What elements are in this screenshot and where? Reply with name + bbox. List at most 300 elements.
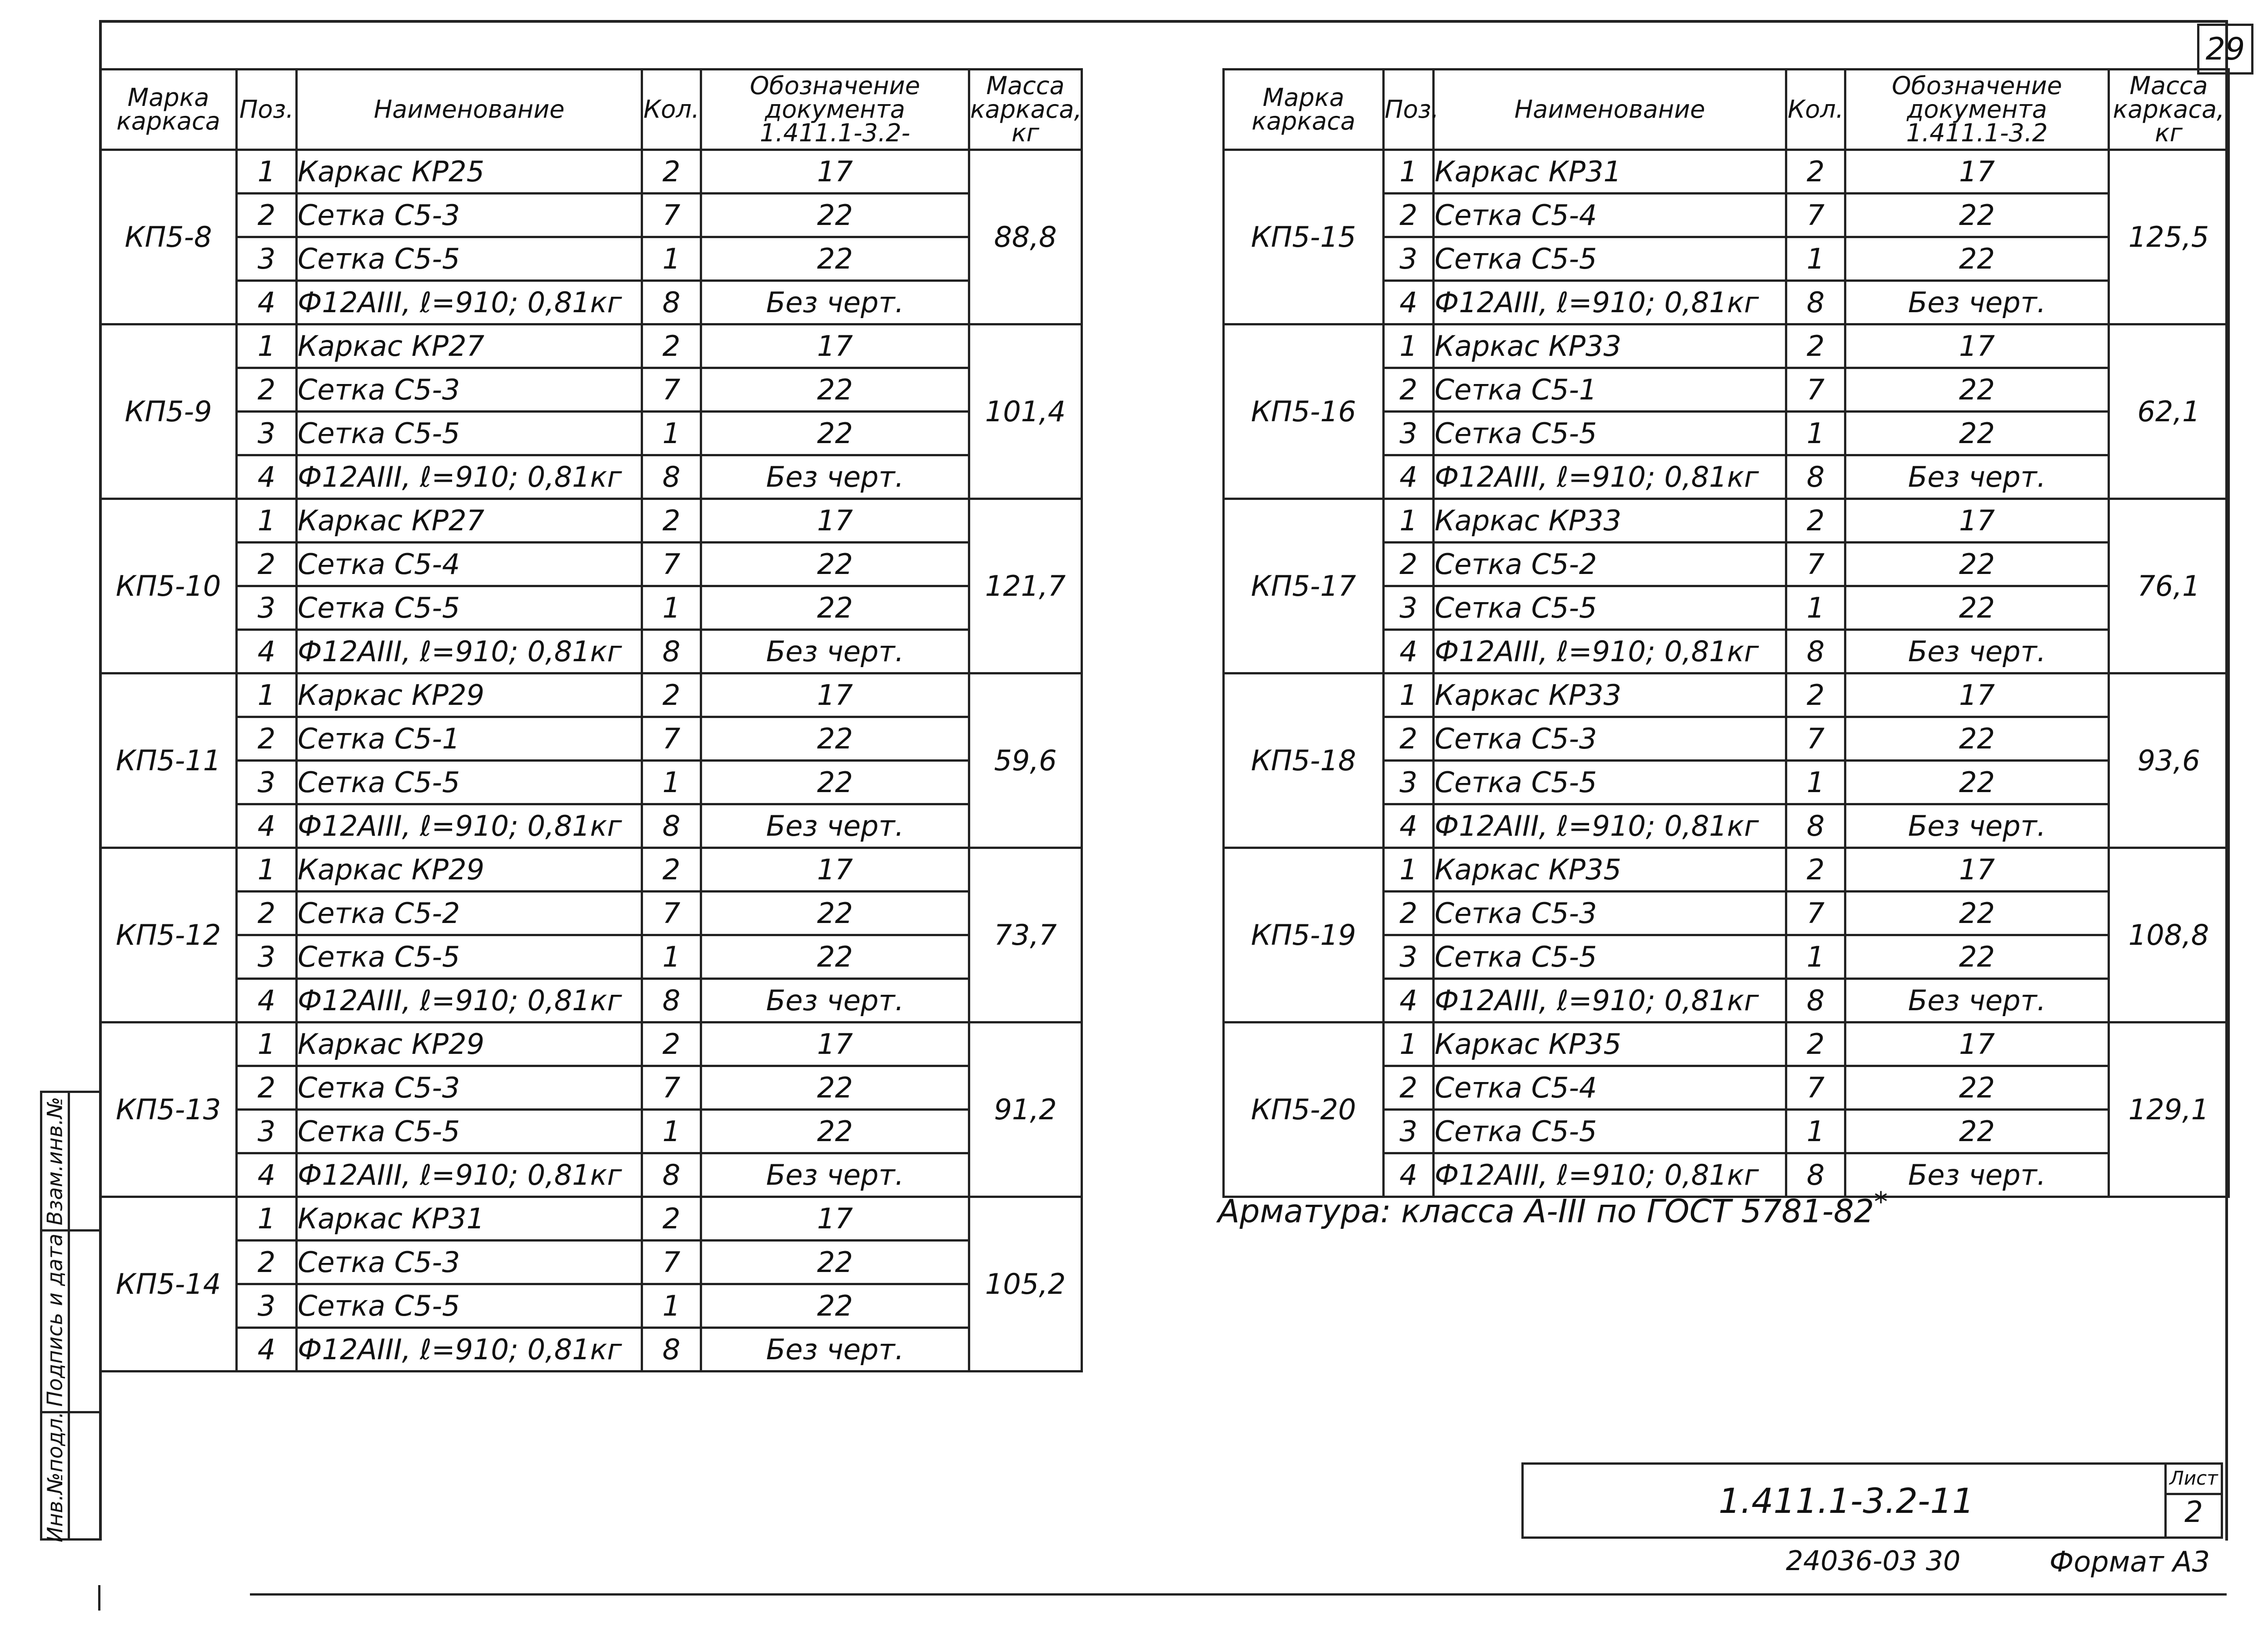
table-row (1224, 150, 2229, 194)
name-cell: Ф12АIII, ℓ=910; 0,81кг (297, 979, 642, 1022)
quantity-cell: 7 (1786, 717, 1845, 761)
name-cell: Ф12АIII, ℓ=910; 0,81кг (297, 804, 642, 848)
quantity-cell: 8 (1786, 455, 1845, 499)
name-cell: Сетка С5-3 (297, 1066, 642, 1110)
name-cell: Сетка С5-5 (297, 237, 642, 281)
position-cell: 2 (1384, 543, 1434, 586)
position-cell: 2 (1384, 368, 1434, 412)
frame-mass: 101,4 (969, 324, 1082, 499)
frame-mark: КП5-19 (1224, 848, 1384, 1022)
quantity-cell: 2 (642, 499, 701, 543)
spec-table-left-body (100, 150, 1082, 1372)
name-cell: Ф12АIII, ℓ=910; 0,81кг (1434, 979, 1786, 1022)
table-row (100, 1284, 1082, 1328)
quantity-cell: 7 (642, 717, 701, 761)
name-cell: Сетка С5-5 (297, 586, 642, 630)
position-cell: 3 (237, 1284, 297, 1328)
position-cell: 4 (237, 1328, 297, 1372)
name-cell: Сетка С5-5 (297, 761, 642, 804)
quantity-cell: 8 (1786, 804, 1845, 848)
frame-mass: 76,1 (2109, 499, 2229, 673)
table-row (100, 194, 1082, 237)
document-cell: 22 (1845, 237, 2109, 281)
quantity-cell: 1 (1786, 586, 1845, 630)
table-header-row (1224, 70, 2229, 150)
name-cell: Ф12АIII, ℓ=910; 0,81кг (297, 630, 642, 673)
document-cell: 17 (1845, 499, 2109, 543)
quantity-cell: 7 (1786, 543, 1845, 586)
document-cell: 22 (701, 935, 969, 979)
document-cell: Без черт. (701, 1153, 969, 1197)
position-cell: 1 (237, 1022, 297, 1066)
document-cell: 17 (701, 673, 969, 717)
position-cell: 3 (1384, 412, 1434, 455)
quantity-cell: 2 (642, 1022, 701, 1066)
name-cell: Ф12АIII, ℓ=910; 0,81кг (297, 281, 642, 324)
quantity-cell: 1 (1786, 935, 1845, 979)
quantity-cell: 8 (1786, 1153, 1845, 1197)
header-qty: Кол. (642, 70, 701, 150)
table-header-row (100, 70, 1082, 150)
name-cell: Сетка С5-5 (1434, 935, 1786, 979)
document-cell: 22 (701, 237, 969, 281)
position-cell: 3 (1384, 761, 1434, 804)
quantity-cell: 2 (1786, 150, 1845, 194)
name-cell: Сетка С5-5 (1434, 412, 1786, 455)
position-cell: 2 (237, 1066, 297, 1110)
header-pos: Поз. (237, 70, 297, 150)
position-cell: 4 (237, 804, 297, 848)
quantity-cell: 7 (1786, 1066, 1845, 1110)
name-cell: Сетка С5-4 (297, 543, 642, 586)
position-cell: 2 (237, 892, 297, 935)
position-cell: 4 (1384, 979, 1434, 1022)
name-cell: Ф12АIII, ℓ=910; 0,81кг (297, 1153, 642, 1197)
position-cell: 4 (237, 630, 297, 673)
document-cell: 17 (701, 499, 969, 543)
name-cell: Каркас КР35 (1434, 848, 1786, 892)
table-row (100, 1328, 1082, 1372)
sheet-number: 29 (2197, 24, 2253, 75)
quantity-cell: 8 (642, 1153, 701, 1197)
position-cell: 4 (1384, 1153, 1434, 1197)
name-cell: Сетка С5-3 (297, 194, 642, 237)
name-cell: Сетка С5-4 (1434, 194, 1786, 237)
quantity-cell: 7 (642, 1241, 701, 1284)
position-cell: 4 (237, 455, 297, 499)
quantity-cell: 1 (642, 1284, 701, 1328)
frame-mass: 91,2 (969, 1022, 1082, 1197)
table-row (100, 1022, 1082, 1066)
header-mass: Масса каркаса, кг (969, 70, 1082, 150)
document-cell: Без черт. (701, 281, 969, 324)
name-cell: Каркас КР33 (1434, 499, 1786, 543)
name-cell: Сетка С5-5 (1434, 237, 1786, 281)
table-row (1224, 499, 2229, 543)
name-cell: Сетка С5-5 (297, 412, 642, 455)
table-row (100, 979, 1082, 1022)
name-cell: Каркас КР27 (297, 499, 642, 543)
document-cell: 22 (701, 194, 969, 237)
document-cell: Без черт. (1845, 979, 2109, 1022)
frame-mass: 59,6 (969, 673, 1082, 848)
document-cell: 22 (1845, 1066, 2109, 1110)
table-row (1224, 673, 2229, 717)
position-cell: 1 (237, 150, 297, 194)
name-cell: Сетка С5-3 (297, 368, 642, 412)
quantity-cell: 7 (1786, 368, 1845, 412)
quantity-cell: 7 (1786, 892, 1845, 935)
frame-mark: КП5-12 (100, 848, 237, 1022)
header-mass: Масса каркаса, кг (2109, 70, 2229, 150)
spec-table-left (99, 68, 1083, 1372)
document-cell: 22 (1845, 586, 2109, 630)
position-cell: 4 (237, 281, 297, 324)
document-cell: 22 (701, 1066, 969, 1110)
name-cell: Сетка С5-4 (1434, 1066, 1786, 1110)
position-cell: 2 (1384, 892, 1434, 935)
document-cell: 17 (1845, 673, 2109, 717)
document-cell: Без черт. (1845, 455, 2109, 499)
document-cell: 17 (701, 150, 969, 194)
quantity-cell: 1 (642, 586, 701, 630)
table-row (100, 543, 1082, 586)
quantity-cell: 7 (642, 368, 701, 412)
quantity-cell: 8 (1786, 630, 1845, 673)
name-cell: Каркас КР29 (297, 1022, 642, 1066)
position-cell: 1 (1384, 499, 1434, 543)
quantity-cell: 2 (642, 1197, 701, 1241)
table-row (100, 935, 1082, 979)
table-row (1224, 324, 2229, 368)
document-cell: Без черт. (701, 630, 969, 673)
name-cell: Ф12АIII, ℓ=910; 0,81кг (1434, 1153, 1786, 1197)
document-cell: 17 (1845, 848, 2109, 892)
quantity-cell: 1 (1786, 1110, 1845, 1153)
document-cell: Без черт. (1845, 1153, 2109, 1197)
document-cell: 22 (1845, 761, 2109, 804)
quantity-cell: 1 (1786, 412, 1845, 455)
table-row (1224, 1022, 2229, 1066)
quantity-cell: 7 (642, 1066, 701, 1110)
quantity-cell: 7 (642, 543, 701, 586)
name-cell: Сетка С5-1 (297, 717, 642, 761)
table-row (100, 1153, 1082, 1197)
position-cell: 3 (1384, 1110, 1434, 1153)
quantity-cell: 7 (642, 194, 701, 237)
position-cell: 3 (237, 935, 297, 979)
name-cell: Ф12АIII, ℓ=910; 0,81кг (297, 1328, 642, 1372)
document-cell: Без черт. (701, 804, 969, 848)
name-cell: Сетка С5-5 (1434, 586, 1786, 630)
name-cell: Каркас КР31 (1434, 150, 1786, 194)
spec-table-right-body (1224, 150, 2229, 1197)
position-cell: 4 (1384, 630, 1434, 673)
name-cell: Каркас КР29 (297, 673, 642, 717)
quantity-cell: 8 (642, 630, 701, 673)
document-cell: 22 (1845, 892, 2109, 935)
quantity-cell: 2 (1786, 324, 1845, 368)
position-cell: 2 (237, 543, 297, 586)
reinforcement-note: Арматура: класса А-III по ГОСТ 5781-82* (1218, 1186, 1888, 1230)
inventory-number-label: Инв.№подл. (43, 1411, 68, 1543)
header-doc: Обозначение документа 1.411.1-3.2- (701, 70, 969, 150)
document-cell: 22 (701, 761, 969, 804)
name-cell: Ф12АIII, ℓ=910; 0,81кг (1434, 455, 1786, 499)
name-cell: Ф12АIII, ℓ=910; 0,81кг (1434, 281, 1786, 324)
name-cell: Сетка С5-3 (1434, 717, 1786, 761)
name-cell: Каркас КР35 (1434, 1022, 1786, 1066)
signature-date-label: Подпись и дата (43, 1233, 67, 1407)
header-mark: Марка каркаса (100, 70, 237, 150)
document-cell: Без черт. (701, 1328, 969, 1372)
spec-table-right (1222, 68, 2230, 1198)
quantity-cell: 2 (1786, 848, 1845, 892)
position-cell: 2 (237, 194, 297, 237)
frame-mass: 121,7 (969, 499, 1082, 673)
document-cell: 22 (1845, 368, 2109, 412)
position-cell: 1 (237, 1197, 297, 1241)
header-pos: Поз. (1384, 70, 1434, 150)
quantity-cell: 8 (642, 1328, 701, 1372)
position-cell: 1 (237, 848, 297, 892)
position-cell: 2 (1384, 194, 1434, 237)
table-row (100, 150, 1082, 194)
position-cell: 4 (1384, 455, 1434, 499)
document-cell: 22 (1845, 1110, 2109, 1153)
position-cell: 1 (237, 673, 297, 717)
frame-mark: КП5-11 (100, 673, 237, 848)
name-cell: Сетка С5-1 (1434, 368, 1786, 412)
frame-mass: 108,8 (2109, 848, 2229, 1022)
document-cell: 22 (701, 892, 969, 935)
frame-mass: 93,6 (2109, 673, 2229, 848)
quantity-cell: 2 (642, 324, 701, 368)
quantity-cell: 8 (1786, 281, 1845, 324)
position-cell: 4 (1384, 804, 1434, 848)
position-cell: 3 (237, 237, 297, 281)
quantity-cell: 1 (642, 935, 701, 979)
document-cell: 17 (701, 1197, 969, 1241)
quantity-cell: 8 (642, 455, 701, 499)
document-cell: 22 (701, 1110, 969, 1153)
position-cell: 4 (237, 979, 297, 1022)
table-row (100, 1066, 1082, 1110)
name-cell: Сетка С5-5 (297, 1284, 642, 1328)
sheet-label: Лист (2167, 1465, 2221, 1495)
position-cell: 3 (1384, 935, 1434, 979)
table-row (100, 237, 1082, 281)
trim-line (250, 1593, 2227, 1596)
document-cell: 22 (701, 368, 969, 412)
quantity-cell: 1 (642, 237, 701, 281)
quantity-cell: 1 (1786, 761, 1845, 804)
table-row (100, 673, 1082, 717)
table-row (100, 368, 1082, 412)
document-cell: 22 (701, 543, 969, 586)
frame-mass: 73,7 (969, 848, 1082, 1022)
name-cell: Каркас КР27 (297, 324, 642, 368)
name-cell: Сетка С5-3 (1434, 892, 1786, 935)
table-row (100, 281, 1082, 324)
frame-mark: КП5-16 (1224, 324, 1384, 499)
document-cell: 22 (1845, 935, 2109, 979)
name-cell: Каркас КР29 (297, 848, 642, 892)
approval-strip (40, 1091, 99, 1541)
table-row (100, 499, 1082, 543)
name-cell: Каркас КР25 (297, 150, 642, 194)
frame-mark: КП5-9 (100, 324, 237, 499)
document-cell: 22 (701, 586, 969, 630)
title-block (1521, 1462, 2223, 1539)
table-row (100, 848, 1082, 892)
sheet-index: 2 (2184, 1496, 2203, 1529)
document-cell: Без черт. (701, 455, 969, 499)
table-row (100, 324, 1082, 368)
strip-divider (68, 1093, 70, 1538)
frame-mark: КП5-15 (1224, 150, 1384, 324)
document-cell: 17 (701, 1022, 969, 1066)
frame-mark: КП5-20 (1224, 1022, 1384, 1197)
position-cell: 1 (1384, 1022, 1434, 1066)
name-cell: Ф12АIII, ℓ=910; 0,81кг (1434, 630, 1786, 673)
position-cell: 3 (1384, 586, 1434, 630)
position-cell: 1 (1384, 324, 1434, 368)
order-number: 24036-03 30 (1786, 1545, 1961, 1577)
name-cell: Каркас КР31 (297, 1197, 642, 1241)
frame-mass: 125,5 (2109, 150, 2229, 324)
frame-mark: КП5-17 (1224, 499, 1384, 673)
document-cell: 17 (1845, 324, 2109, 368)
frame-mass: 129,1 (2109, 1022, 2229, 1197)
table-row (100, 1197, 1082, 1241)
frame-mark: КП5-18 (1224, 673, 1384, 848)
document-cell: 22 (701, 412, 969, 455)
document-cell: Без черт. (1845, 281, 2109, 324)
quantity-cell: 1 (642, 412, 701, 455)
table-row (100, 892, 1082, 935)
name-cell: Сетка С5-2 (297, 892, 642, 935)
position-cell: 3 (237, 1110, 297, 1153)
header-mark: Марка каркаса (1224, 70, 1384, 150)
quantity-cell: 1 (642, 1110, 701, 1153)
name-cell: Ф12АIII, ℓ=910; 0,81кг (1434, 804, 1786, 848)
position-cell: 2 (1384, 1066, 1434, 1110)
name-cell: Ф12АIII, ℓ=910; 0,81кг (297, 455, 642, 499)
frame-mark: КП5-13 (100, 1022, 237, 1197)
position-cell: 3 (237, 761, 297, 804)
header-name: Наименование (297, 70, 642, 150)
document-cell: 22 (701, 717, 969, 761)
table-row (100, 761, 1082, 804)
position-cell: 1 (237, 499, 297, 543)
position-cell: 1 (1384, 150, 1434, 194)
position-cell: 1 (237, 324, 297, 368)
trim-tick (98, 1585, 100, 1611)
document-cell: 22 (1845, 194, 2109, 237)
position-cell: 3 (237, 412, 297, 455)
frame-mass: 62,1 (2109, 324, 2229, 499)
position-cell: 1 (1384, 673, 1434, 717)
position-cell: 4 (237, 1153, 297, 1197)
position-cell: 3 (1384, 237, 1434, 281)
quantity-cell: 2 (642, 673, 701, 717)
table-row (100, 1110, 1082, 1153)
document-cell: 22 (1845, 717, 2109, 761)
document-cell: 17 (1845, 150, 2109, 194)
name-cell: Сетка С5-5 (1434, 1110, 1786, 1153)
quantity-cell: 2 (1786, 1022, 1845, 1066)
document-cell: Без черт. (1845, 804, 2109, 848)
header-qty: Кол. (1786, 70, 1845, 150)
table-row (100, 586, 1082, 630)
position-cell: 2 (237, 1241, 297, 1284)
document-cell: 22 (1845, 543, 2109, 586)
document-cell: 17 (701, 324, 969, 368)
paper-format: Формат А3 (2049, 1545, 2210, 1578)
document-code: 1.411.1-3.2-11 (1718, 1480, 1974, 1521)
quantity-cell: 8 (642, 281, 701, 324)
quantity-cell: 7 (642, 892, 701, 935)
quantity-cell: 7 (1786, 194, 1845, 237)
document-cell: Без черт. (1845, 630, 2109, 673)
position-cell: 3 (237, 586, 297, 630)
sheet-box (2164, 1465, 2221, 1536)
table-row (100, 412, 1082, 455)
quantity-cell: 8 (642, 979, 701, 1022)
table-row (100, 1241, 1082, 1284)
table-row (100, 455, 1082, 499)
frame-mark: КП5-14 (100, 1197, 237, 1372)
name-cell: Сетка С5-5 (297, 935, 642, 979)
table-row (100, 804, 1082, 848)
document-cell: Без черт. (701, 979, 969, 1022)
document-cell: 22 (701, 1241, 969, 1284)
name-cell: Сетка С5-5 (297, 1110, 642, 1153)
position-cell: 4 (1384, 281, 1434, 324)
name-cell: Сетка С5-5 (1434, 761, 1786, 804)
header-doc: Обозначение документа 1.411.1-3.2 (1845, 70, 2109, 150)
position-cell: 2 (237, 368, 297, 412)
position-cell: 2 (237, 717, 297, 761)
header-name: Наименование (1434, 70, 1786, 150)
name-cell: Сетка С5-3 (297, 1241, 642, 1284)
table-row (1224, 848, 2229, 892)
document-cell: 22 (1845, 412, 2109, 455)
position-cell: 2 (1384, 717, 1434, 761)
table-row (100, 717, 1082, 761)
frame-mass: 88,8 (969, 150, 1082, 324)
document-cell: 17 (701, 848, 969, 892)
frame-mark: КП5-10 (100, 499, 237, 673)
frame-mass: 105,2 (969, 1197, 1082, 1372)
quantity-cell: 1 (642, 761, 701, 804)
name-cell: Каркас КР33 (1434, 673, 1786, 717)
quantity-cell: 1 (1786, 237, 1845, 281)
replace-inventory-label: Взам.инв.№ (43, 1097, 68, 1226)
document-cell: 17 (1845, 1022, 2109, 1066)
position-cell: 1 (1384, 848, 1434, 892)
quantity-cell: 8 (642, 804, 701, 848)
quantity-cell: 2 (1786, 673, 1845, 717)
name-cell: Сетка С5-2 (1434, 543, 1786, 586)
table-row (100, 630, 1082, 673)
name-cell: Каркас КР33 (1434, 324, 1786, 368)
footnote-mark: * (1874, 1186, 1888, 1218)
quantity-cell: 2 (1786, 499, 1845, 543)
quantity-cell: 2 (642, 848, 701, 892)
quantity-cell: 8 (1786, 979, 1845, 1022)
